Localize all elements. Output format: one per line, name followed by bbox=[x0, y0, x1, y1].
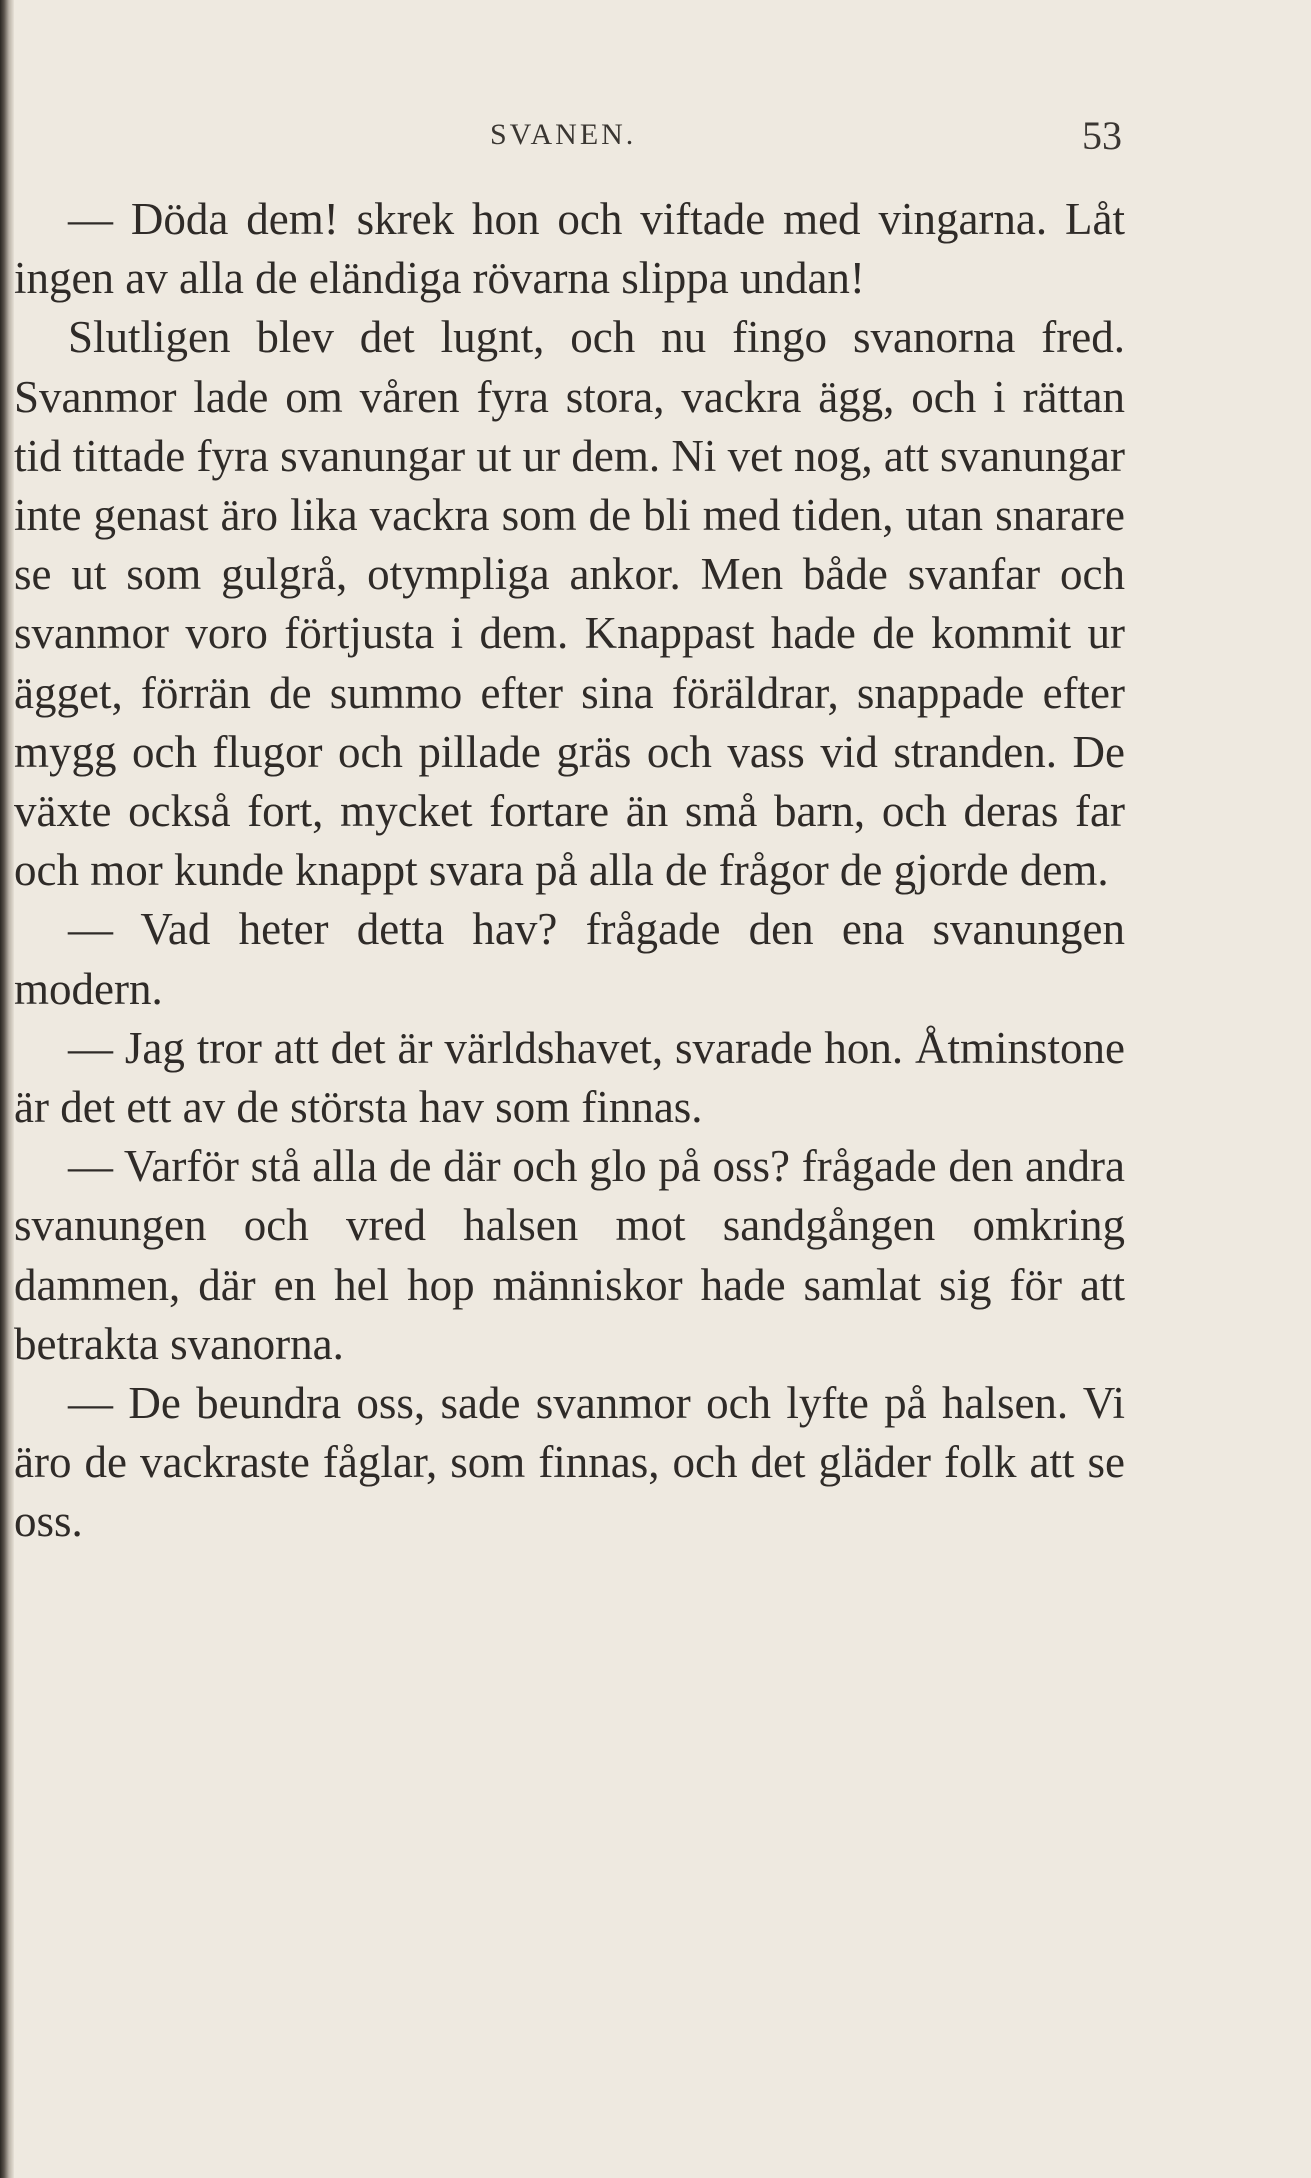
body-text bbox=[14, 190, 1125, 1552]
paragraph: — Jag tror att det är världshavet, svarade hon. Åtminstone är det ett av de största hav som finnas. bbox=[14, 1022, 1125, 1133]
paragraph: — Varför stå alla de där och glo på oss? frågade den andra svanungen och vred halsen mot sandgången omkring dammen, där en hel hop människor hade samlat sig för att betrakta svanorna. bbox=[14, 1141, 1125, 1369]
running-title: SVANEN. bbox=[490, 118, 637, 151]
paragraph: Slutligen blev det lugnt, och nu fingo svanorna fred. Svanmor lade om våren fyra stora, vackra ägg, och i rättan tid tittade fyra svanungar ut ur dem. Ni vet nog, att svanungar inte genast äro lika vackra som de bli med tiden, utan snarare se ut som gulgrå, otympliga ankor. Men både svanfar och svanmor voro förtjusta i dem. Knappast hade de kommit ur ägget, förrän de summo efter sina föräldrar, snappade efter mygg och flugor och pillade gräs och vass vid stranden. De växte också fort, mycket fortare än små barn, och deras far och mor kunde knappt svara på alla de frågor de gjorde dem. bbox=[14, 312, 1125, 896]
paragraph: — Döda dem! skrek hon och viftade med vingarna. Låt ingen av alla de eländiga rövarna slippa undan! bbox=[14, 194, 1125, 304]
page-number: 53 bbox=[1082, 113, 1122, 158]
page-gutter-edge bbox=[0, 0, 14, 2178]
paragraph: — Vad heter detta hav? frågade den ena svanungen modern. bbox=[14, 904, 1125, 1014]
page-header bbox=[0, 112, 1311, 162]
paragraph: — De beundra oss, sade svanmor och lyfte på halsen. Vi äro de vackraste fåglar, som finnas, och det gläder folk att se oss. bbox=[14, 1378, 1125, 1547]
